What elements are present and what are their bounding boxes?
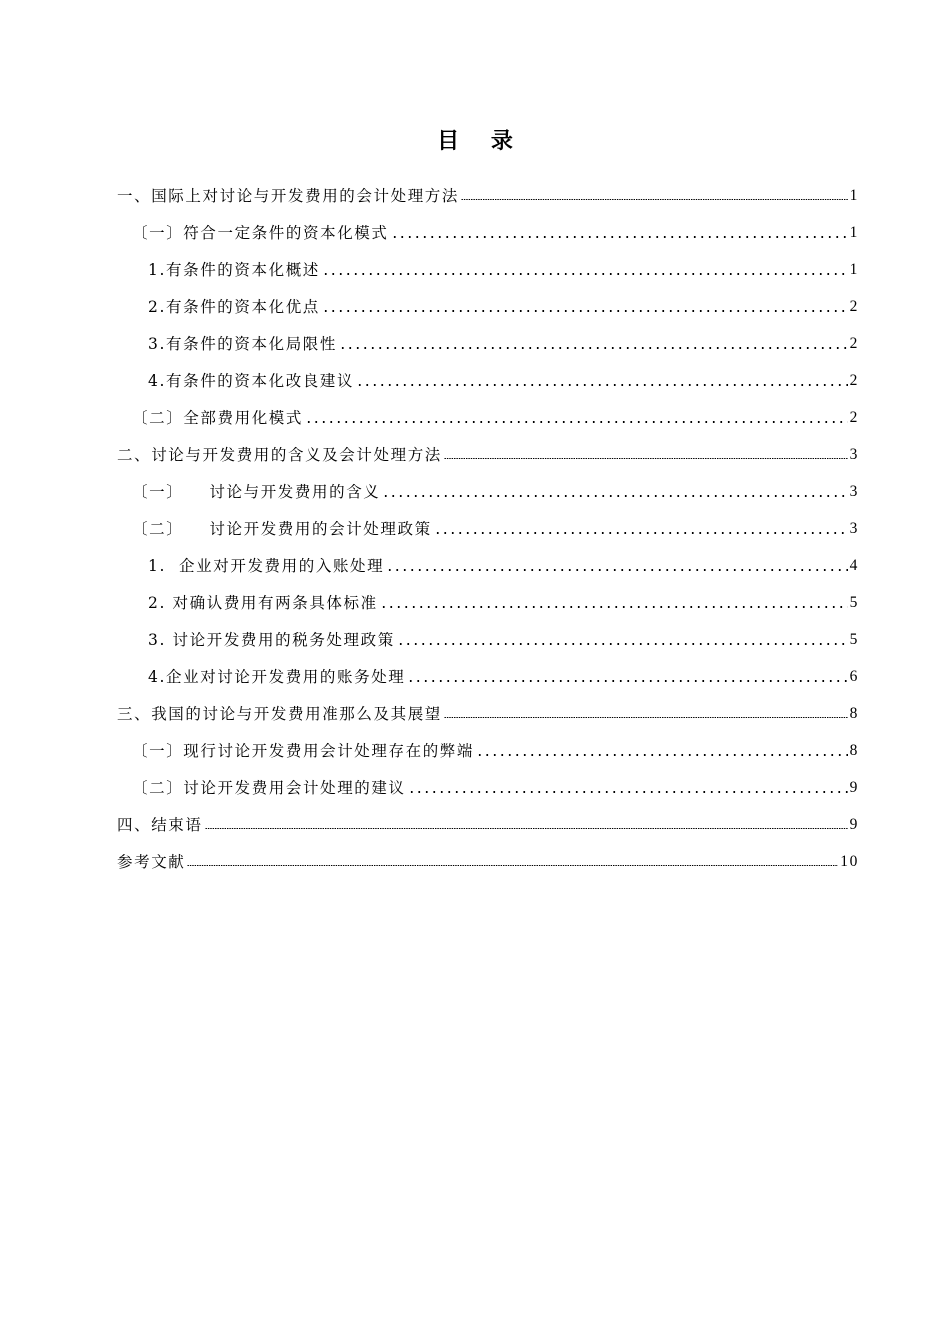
toc-entry[interactable] <box>132 219 859 243</box>
toc-entry-label: 4.有条件的资本化改良建议 <box>148 372 355 390</box>
toc-entry[interactable] <box>117 182 859 206</box>
toc-entry-label: 三、我国的讨论与开发费用准那么及其展望 <box>117 705 442 723</box>
toc-leader-dots <box>339 346 848 350</box>
toc-entry[interactable] <box>148 293 859 317</box>
toc-entry[interactable] <box>148 552 859 576</box>
toc-leader-dots <box>461 198 848 201</box>
toc-entry[interactable] <box>148 330 859 354</box>
toc-page-number: 1 <box>849 224 859 241</box>
toc-page-number: 2 <box>849 298 859 315</box>
toc-page-number: 3 <box>849 520 859 537</box>
toc-leader-dots <box>386 568 847 572</box>
toc-entry[interactable] <box>148 589 859 613</box>
toc-entry-label: 3.有条件的资本化局限性 <box>148 335 337 353</box>
toc-page-number: 1 <box>849 261 859 278</box>
toc-leader-dots <box>380 605 848 609</box>
toc-leader-dots <box>444 716 848 719</box>
toc-page-number: 2 <box>849 335 859 352</box>
toc-entry[interactable] <box>117 441 859 465</box>
toc-page-number: 10 <box>840 853 859 870</box>
toc-leader-dots <box>356 383 848 387</box>
toc-entry[interactable] <box>148 367 859 391</box>
toc-entry-label: 2. 对确认费用有两条具体标准 <box>148 594 378 612</box>
toc-leader-dots <box>382 494 847 498</box>
toc-entry[interactable] <box>148 663 859 687</box>
toc-page-number: 9 <box>849 779 859 796</box>
toc-entry[interactable] <box>132 478 859 502</box>
toc-entry[interactable] <box>117 700 859 724</box>
toc-page-number: 9 <box>849 816 859 833</box>
toc-entry[interactable] <box>132 515 859 539</box>
toc-leader-dots <box>305 420 848 424</box>
toc-entry-label: 〔二〕讨论开发费用会计处理的建议 <box>132 779 406 797</box>
toc-entry-label: 〔一〕符合一定条件的资本化模式 <box>132 224 389 242</box>
toc-entry[interactable] <box>148 626 859 650</box>
toc-entry-label: 二、讨论与开发费用的含义及会计处理方法 <box>117 446 442 464</box>
toc-page-number: 3 <box>849 446 859 463</box>
toc-page-number: 8 <box>849 705 859 722</box>
toc-entry-label: 〔二〕 讨论开发费用的会计处理政策 <box>132 520 432 538</box>
toc-entry-label: 四、结束语 <box>117 816 203 834</box>
toc-entry-label: 参考文献 <box>117 853 186 871</box>
toc-page-number: 1 <box>849 187 859 204</box>
toc-leader-dots <box>476 753 848 757</box>
toc-leader-dots <box>407 679 847 683</box>
toc-leader-dots <box>434 531 848 535</box>
toc-leader-dots <box>322 272 848 276</box>
page-title: 目 录 <box>437 129 525 154</box>
toc-entry[interactable] <box>117 848 859 872</box>
toc-leader-dots <box>187 864 838 867</box>
toc-page-number: 4 <box>849 557 859 574</box>
toc-page-number: 3 <box>849 483 859 500</box>
toc-leader-dots <box>444 457 848 460</box>
toc-entry[interactable] <box>148 256 859 280</box>
toc-leader-dots <box>205 827 848 830</box>
toc-entry-label: 一、国际上对讨论与开发费用的会计处理方法 <box>117 187 460 205</box>
toc-leader-dots <box>322 309 848 313</box>
toc-entry-label: 2.有条件的资本化优点 <box>148 298 320 316</box>
toc-entry-label: 〔一〕 讨论与开发费用的含义 <box>132 483 381 501</box>
toc-entry[interactable] <box>132 404 859 428</box>
toc-leader-dots <box>397 642 848 646</box>
toc-entry[interactable] <box>132 774 859 798</box>
toc-leader-dots <box>391 235 848 239</box>
toc-page-number: 5 <box>849 594 859 611</box>
toc-page-number: 6 <box>849 668 859 685</box>
toc-entry-label: 〔二〕全部费用化模式 <box>132 409 304 427</box>
toc-entry[interactable] <box>117 811 859 835</box>
toc-page-number: 2 <box>849 372 859 389</box>
toc-page-number: 2 <box>849 409 859 426</box>
toc-entry-label: 3. 讨论开发费用的税务处理政策 <box>148 631 395 649</box>
toc-leader-dots <box>408 790 848 794</box>
toc-entry-label: 1.有条件的资本化概述 <box>148 261 320 279</box>
toc-entry-label: 〔一〕现行讨论开发费用会计处理存在的弊端 <box>132 742 475 760</box>
toc-entry-label: 4.企业对讨论开发费用的账务处理 <box>148 668 406 686</box>
toc-page-number: 8 <box>849 742 859 759</box>
toc-page-number: 5 <box>849 631 859 648</box>
toc-entry[interactable] <box>132 737 859 761</box>
toc-entry-label: 1. 企业对开发费用的入账处理 <box>148 557 385 575</box>
